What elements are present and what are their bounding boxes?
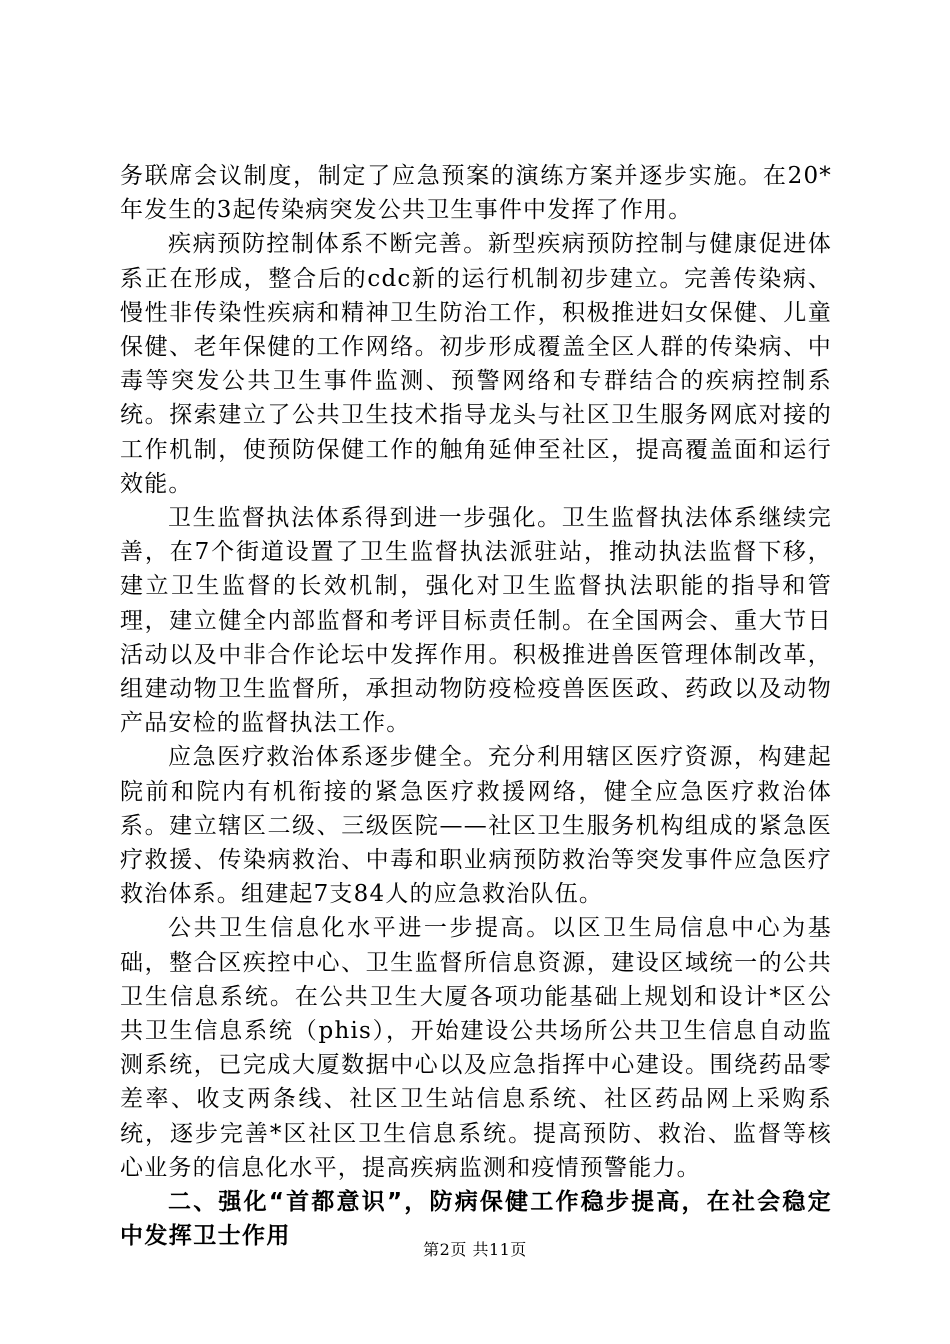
- paragraph-informatization: 公共卫生信息化水平进一步提高。以区卫生局信息中心为基础，整合区疾控中心、卫生监督所信息资源，建设区域统一的公共卫生信息系统。在公共卫生大厦各项功能基础上规划和设计*区公共卫生信息系统（phis），开始建设公共场所公共卫生信息自动监测系统，已完成大厦数据中心以及应急指挥中心建设。围绕药品零差率、收支两条线、社区卫生站信息系统、社区药品网上采购系统，逐步完善*区社区卫生信息系统。提高预防、救治、监督等核心业务的信息化水平，提高疾病监测和疫情预警能力。: [120, 915, 832, 1181]
- paragraph-continuation: 务联席会议制度，制定了应急预案的演练方案并逐步实施。在20*年发生的3起传染病突发公共卫生事件中发挥了作用。: [120, 163, 832, 224]
- paragraph-emergency-treatment: 应急医疗救治体系逐步健全。充分利用辖区医疗资源，构建起院前和院内有机衔接的紧急医疗救援网络，健全应急医疗救治体系。建立辖区二级、三级医院——社区卫生服务机构组成的紧急医疗救援、传染病救治、中毒和职业病预防救治等突发事件应急医疗救治体系。组建起7支84人的应急救治队伍。: [120, 744, 832, 908]
- paragraph-health-supervision: 卫生监督执法体系得到进一步强化。卫生监督执法体系继续完善，在7个街道设置了卫生监督执法派驻站，推动执法监督下移，建立卫生监督的长效机制，强化对卫生监督执法职能的指导和管理，建立健全内部监督和考评目标责任制。在全国两会、重大节日活动以及中非合作论坛中发挥作用。积极推进兽医管理体制改革，组建动物卫生监督所，承担动物防疫检疫兽医医政、药政以及动物产品安检的监督执法工作。: [120, 505, 832, 737]
- document-body: [120, 159, 832, 1254]
- section-heading: 二、强化“首都意识”，防病保健工作稳步提高，在社会稳定中发挥卫士作用: [120, 1189, 832, 1250]
- page-number-footer: 第2页 共11页: [423, 1240, 527, 1259]
- paragraph-disease-control: 疾病预防控制体系不断完善。新型疾病预防控制与健康促进体系正在形成，整合后的cdc新的运行机制初步建立。完善传染病、慢性非传染性疾病和精神卫生防治工作，积极推进妇女保健、儿童保健、老年保健的工作网络。初步形成覆盖全区人群的传染病、中毒等突发公共卫生事件监测、预警网络和专群结合的疾病控制系统。探索建立了公共卫生技术指导龙头与社区卫生服务网底对接的工作机制，使预防保健工作的触角延伸至社区，提高覆盖面和运行效能。: [120, 231, 832, 497]
